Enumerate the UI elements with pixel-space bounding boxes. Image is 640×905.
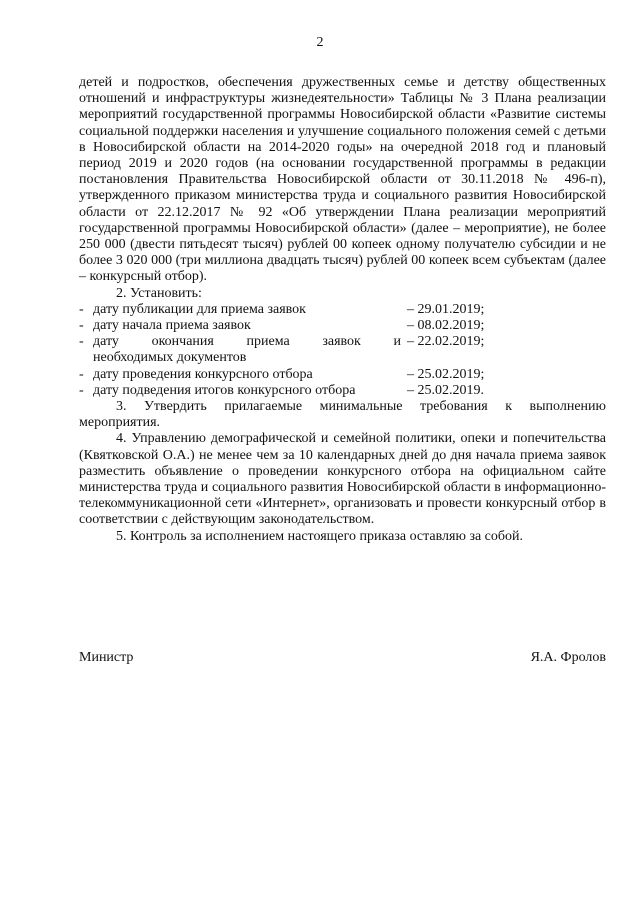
date-value: – 08.02.2019; (407, 318, 485, 334)
list-dash: - (79, 301, 84, 317)
list-dash: - (79, 366, 84, 382)
paragraph-1: детей и подростков, обеспечения дружественных семье и детству общественных отношений и инфраструктуры жизнедеятельности» Таблицы № 3 Плана реализации мероприятий государственной программы Новосибирской области «Развитие системы социальной поддержки населения и улучшение социального положения семей с детьми в Новосибирской области на 2014-2020 годы» на очередной 2018 год и плановый период 2019 и 2020 годов (на основании государственной программы в редакции постановления Правительства Новосибирской области от 30.11.2018 № 496-п), утвержденного приказом министерства труда и социального развития Новосибирской области от 22.12.2017 № 92 «Об утверждении Плана реализации мероприятий государственной программы Новосибирской области» (далее – мероприятие), не более 250 000 (двести пятьдесят тысяч) рублей 00 копеек одному получателю субсидии и не более 3 020 000 (три миллиона двадцать тысяч) рублей 00 копеек всем субъектам (далее – конкурсный отбор). (79, 75, 606, 285)
list-dash: - (79, 382, 84, 398)
item-2-heading: 2. Установить: (116, 285, 202, 301)
list-item (79, 302, 606, 318)
signatory-name: Я.А. Фролов (530, 650, 606, 665)
dates-list (79, 302, 606, 399)
list-item (79, 383, 606, 399)
list-dash: - (79, 334, 84, 350)
date-label: дату окончания приема заявок и (93, 334, 401, 350)
signature-block (79, 649, 606, 666)
list-item (79, 318, 606, 334)
signatory-position: Министр (79, 650, 134, 665)
item-4: 4. Управлению демографической и семейной политики, опеки и попечительства (Квятковской О.А.) не менее чем за 10 календарных дней до дня начала приема заявок разместить объявление о проведении конкурсного отбора на официальном сайте министерства труда и социального развития Новосибирской области в информационно-телекоммуникационной сети «Интернет», организовать и провести конкурсный отбор в соответствии с действующим законодательством. (79, 431, 606, 528)
date-value: – 29.01.2019; (407, 301, 485, 317)
date-value: – 25.02.2019. (407, 382, 484, 398)
item-3: 3. Утвердить прилагаемые минимальные требования к выполнению мероприятия. (79, 399, 606, 431)
date-label: дату подведения итогов конкурсного отбора (93, 382, 356, 398)
list-item (79, 367, 606, 383)
list-item (79, 334, 606, 366)
date-label: дату проведения конкурсного отбора (93, 366, 313, 382)
date-label-wrapped (93, 334, 401, 366)
list-dash: - (79, 318, 84, 334)
date-value: – 25.02.2019; (407, 366, 485, 382)
date-label-continuation: необходимых документов (93, 350, 247, 366)
page-number: 2 (316, 35, 324, 50)
document-body (79, 75, 606, 545)
date-value: – 22.02.2019; (407, 334, 485, 350)
item-5: 5. Контроль за исполнением настоящего приказа оставляю за собой. (116, 528, 524, 544)
date-label: дату публикации для приема заявок (93, 301, 306, 317)
date-label: дату начала приема заявок (93, 318, 251, 334)
